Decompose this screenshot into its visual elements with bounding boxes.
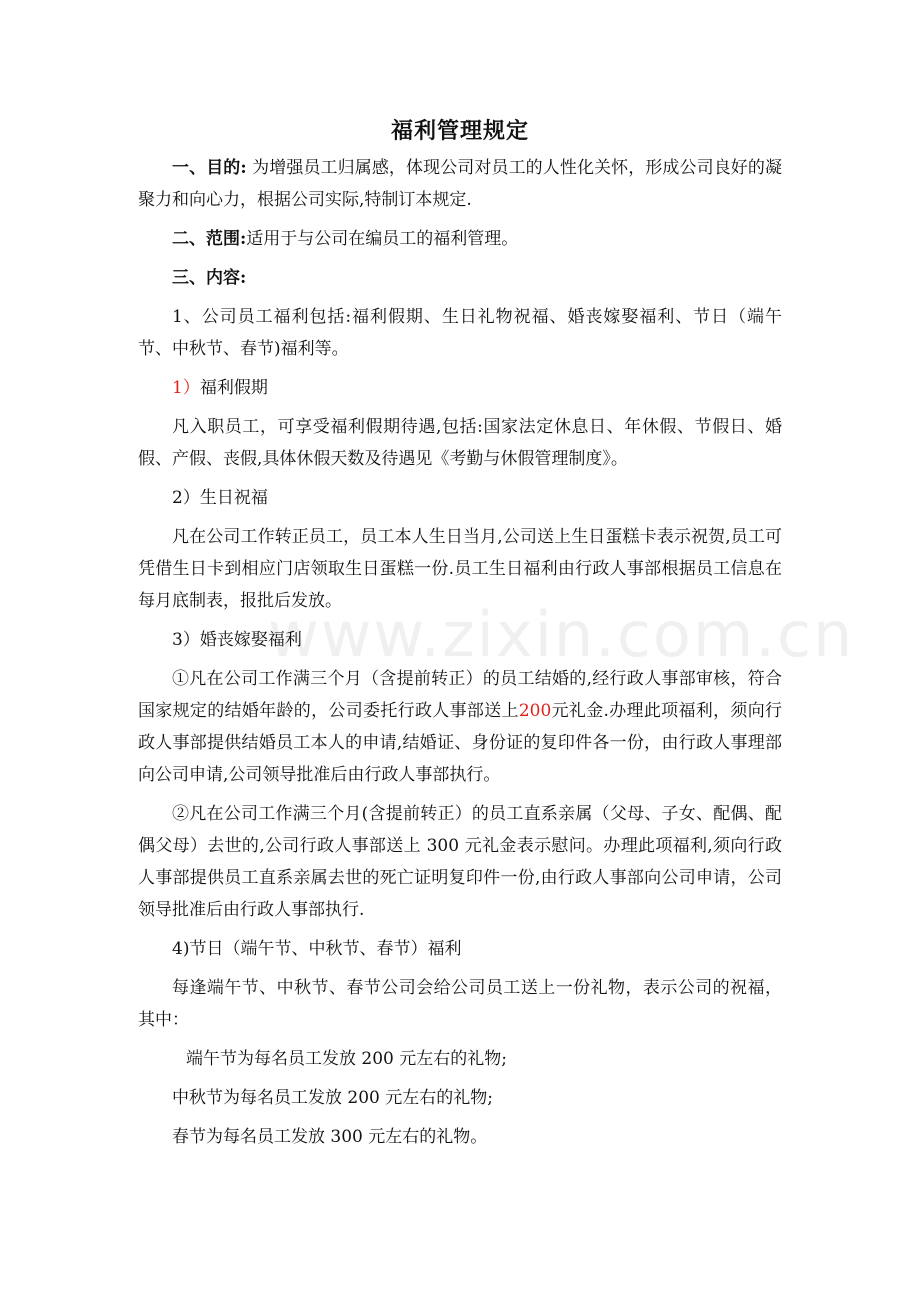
item1-paragraph: 1、公司员工福利包括:福利假期、生日礼物祝福、婚丧嫁娶福利、节日（端午节、中秋节、春节)福利等。	[138, 307, 782, 359]
festival-line-midautumn: 中秋节为每名员工发放 200 元左右的礼物;	[172, 1088, 493, 1108]
wedding-amount: 200	[518, 701, 552, 721]
holiday-heading-number: 1）	[172, 378, 200, 398]
festival-line-dragonboat: 端午节为每名员工发放 200 元左右的礼物;	[186, 1049, 507, 1069]
purpose-text: 为增强员工归属感，体现公司对员工的人性化关怀，形成公司良好的凝聚力和向心力，根据公司实际,特制订本规定.	[138, 158, 782, 210]
festival-heading: 4)节日（端午节、中秋节、春节）福利	[172, 939, 462, 959]
scope-label: 二、范围:	[172, 229, 247, 249]
document-body	[138, 152, 782, 1160]
purpose-label: 一、目的:	[172, 158, 247, 178]
wedding-paragraph-2: ②凡在公司工作满三个月(含提前转正）的员工直系亲属（父母、子女、配偶、配偶父母）去世的,公司行政人事部送上 300 元礼金表示慰问。办理此项福利,须向行政人事部提供员工直系亲属去世的死亡证明复印件一份,由行政人事部向公司申请，公司领导批准后由行政人事部执行.	[138, 804, 782, 920]
holiday-heading-text: 福利假期	[199, 378, 268, 398]
scope-paragraph	[138, 223, 782, 255]
birthday-paragraph: 凡在公司工作转正员工，员工本人生日当月,公司送上生日蛋糕卡表示祝贺,员工可凭借生日卡到相应门店领取生日蛋糕一份.员工生日福利由行政人事部根据员工信息在每月底制表，报批后发放。	[138, 527, 782, 611]
holiday-heading	[138, 372, 782, 404]
festival-line-springfestival: 春节为每名员工发放 300 元左右的礼物。	[172, 1127, 488, 1147]
holiday-paragraph: 凡入职员工，可享受福利假期待遇,包括:国家法定休息日、年休假、节假日、婚假、产假、丧假,具体休假天数及待遇见《考勤与休假管理制度》。	[138, 417, 782, 469]
watermark: www.zixin.com.cn	[268, 598, 855, 671]
scope-text: 适用于与公司在编员工的福利管理。	[246, 229, 519, 249]
wedding-paragraph-1	[138, 663, 782, 791]
wedding-heading: 3）婚丧嫁娶福利	[172, 630, 302, 650]
wedding-p1-text-a: ①凡在公司工作满三个月（含提前转正）的员工结婚的,经行政人事部审核，符合国家规定的结婚年龄的，公司委托行政人事部送上	[138, 669, 782, 721]
content-heading: 三、内容:	[172, 268, 247, 288]
document-title: 福利管理规定	[390, 118, 529, 144]
birthday-heading: 2）生日祝福	[172, 488, 268, 508]
purpose-paragraph	[138, 152, 782, 216]
festival-intro: 每逢端午节、中秋节、春节公司会给公司员工送上一份礼物，表示公司的祝福，其中：	[138, 978, 782, 1030]
wedding-p1-text-b: 元礼金.办理此项福利，须向行政人事部提供结婚员工本人的申请,结婚证、身份证的复印件各一份，由行政人事理部向公司申请,公司领导批准后由行政人事部执行。	[138, 701, 783, 785]
